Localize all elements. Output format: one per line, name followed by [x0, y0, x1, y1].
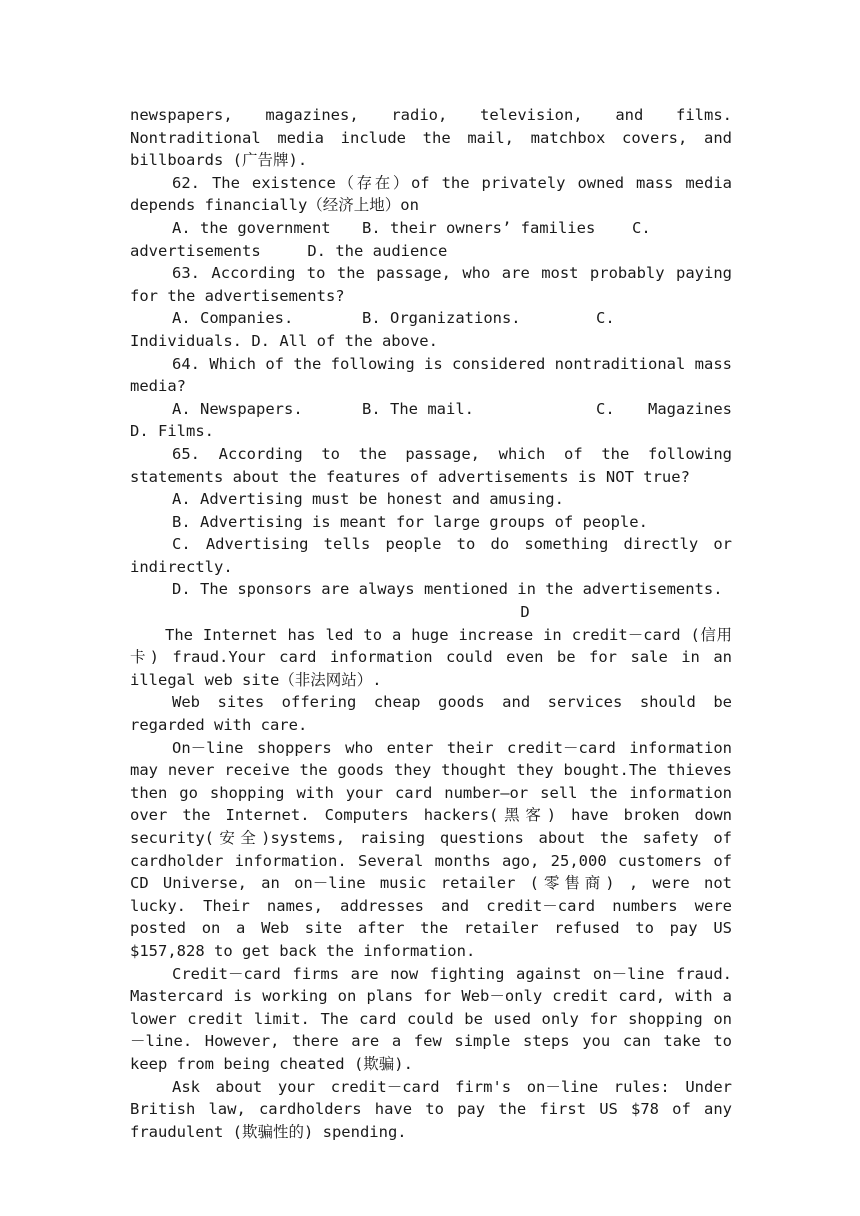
document-page	[130, 104, 732, 1143]
section-letter: D	[520, 603, 530, 622]
question-64-options	[130, 398, 732, 443]
q64-option-a: A. Newspapers.	[172, 399, 303, 418]
question-62-options	[130, 217, 732, 262]
q62-option-c: C. advertisements	[130, 218, 651, 260]
passage-d-paragraph-1: The Internet has led to a huge increase in credit－card (信用卡) fraud.Your card information could even be for sale in an illegal web site（非法网站）.	[130, 625, 732, 689]
q65-option-a: A. Advertising must be honest and amusing.	[172, 490, 564, 509]
passage-c-ending: newspapers, magazines, radio, television, and films. Nontraditional media include the mail, matchbox covers, and billboards (广告牌).	[130, 106, 732, 170]
passage-d-paragraph-2: Web sites offering cheap goods and services should be regarded with care.	[130, 693, 732, 735]
question-64-stem: 64. Which of the following is considered nontraditional mass media?	[130, 354, 732, 396]
question-63-stem: 63. According to the passage, who are most probably paying for the advertisements?	[130, 264, 732, 305]
question-62-stem: 62. The existence（存在）of the privately owned mass media depends financially（经济上地）on	[130, 173, 732, 215]
q65-option-b: B. Advertising is meant for large groups of people.	[172, 512, 648, 531]
q63-option-b: B. Organizations.	[362, 309, 521, 328]
q62-option-d: D. the audience	[307, 241, 448, 260]
q62-option-b: B. their owners’ families	[362, 218, 596, 237]
passage-d-paragraph-4: Credit－card firms are now fighting against on－line fraud. Mastercard is working on plans for Web－only credit card, with a lower credit limit. The card could be used only for shopping on－line. However, there are a few simple steps you can take to keep from being cheated (欺骗).	[130, 964, 732, 1073]
question-65-stem: 65. According to the passage, which of the following statements about the features of advertisements is NOT true?	[130, 444, 732, 486]
q65-option-c: C. Advertising tells people to do something directly or indirectly.	[130, 535, 732, 576]
q64-option-c: C. Magazines	[596, 399, 732, 418]
q63-option-a: A. Companies.	[172, 309, 294, 328]
q63-option-d: D. All of the above.	[251, 331, 438, 350]
q63-option-c: C. Individuals.	[130, 309, 615, 350]
q62-option-a: A. the government	[172, 218, 331, 237]
q64-option-d: D. Films.	[130, 422, 214, 441]
question-63-options	[130, 307, 732, 352]
passage-d-paragraph-3: On－line shoppers who enter their credit－card information may never receive the goods they thought they bought.The thieves then go shopping with your card number—or sell the information over the Internet. Computers hackers(黑客) have broken down security(安全)systems, raising questions about the safety of cardholder information. Several months ago, 25,000 customers of CD Universe, an on－line music retailer (零售商) , were not lucky. Their names, addresses and credit－card numbers were posted on a Web site after the retailer refused to pay US $157,828 to get back the information.	[130, 738, 732, 960]
q65-option-d: D. The sponsors are always mentioned in the advertisements.	[172, 580, 723, 599]
passage-d-paragraph-5: Ask about your credit－card firm's on－line rules: Under British law, cardholders have to pay the first US $78 of any fraudulent (欺骗性的) spending.	[130, 1077, 732, 1141]
q64-option-b: B. The mail.	[362, 399, 474, 418]
